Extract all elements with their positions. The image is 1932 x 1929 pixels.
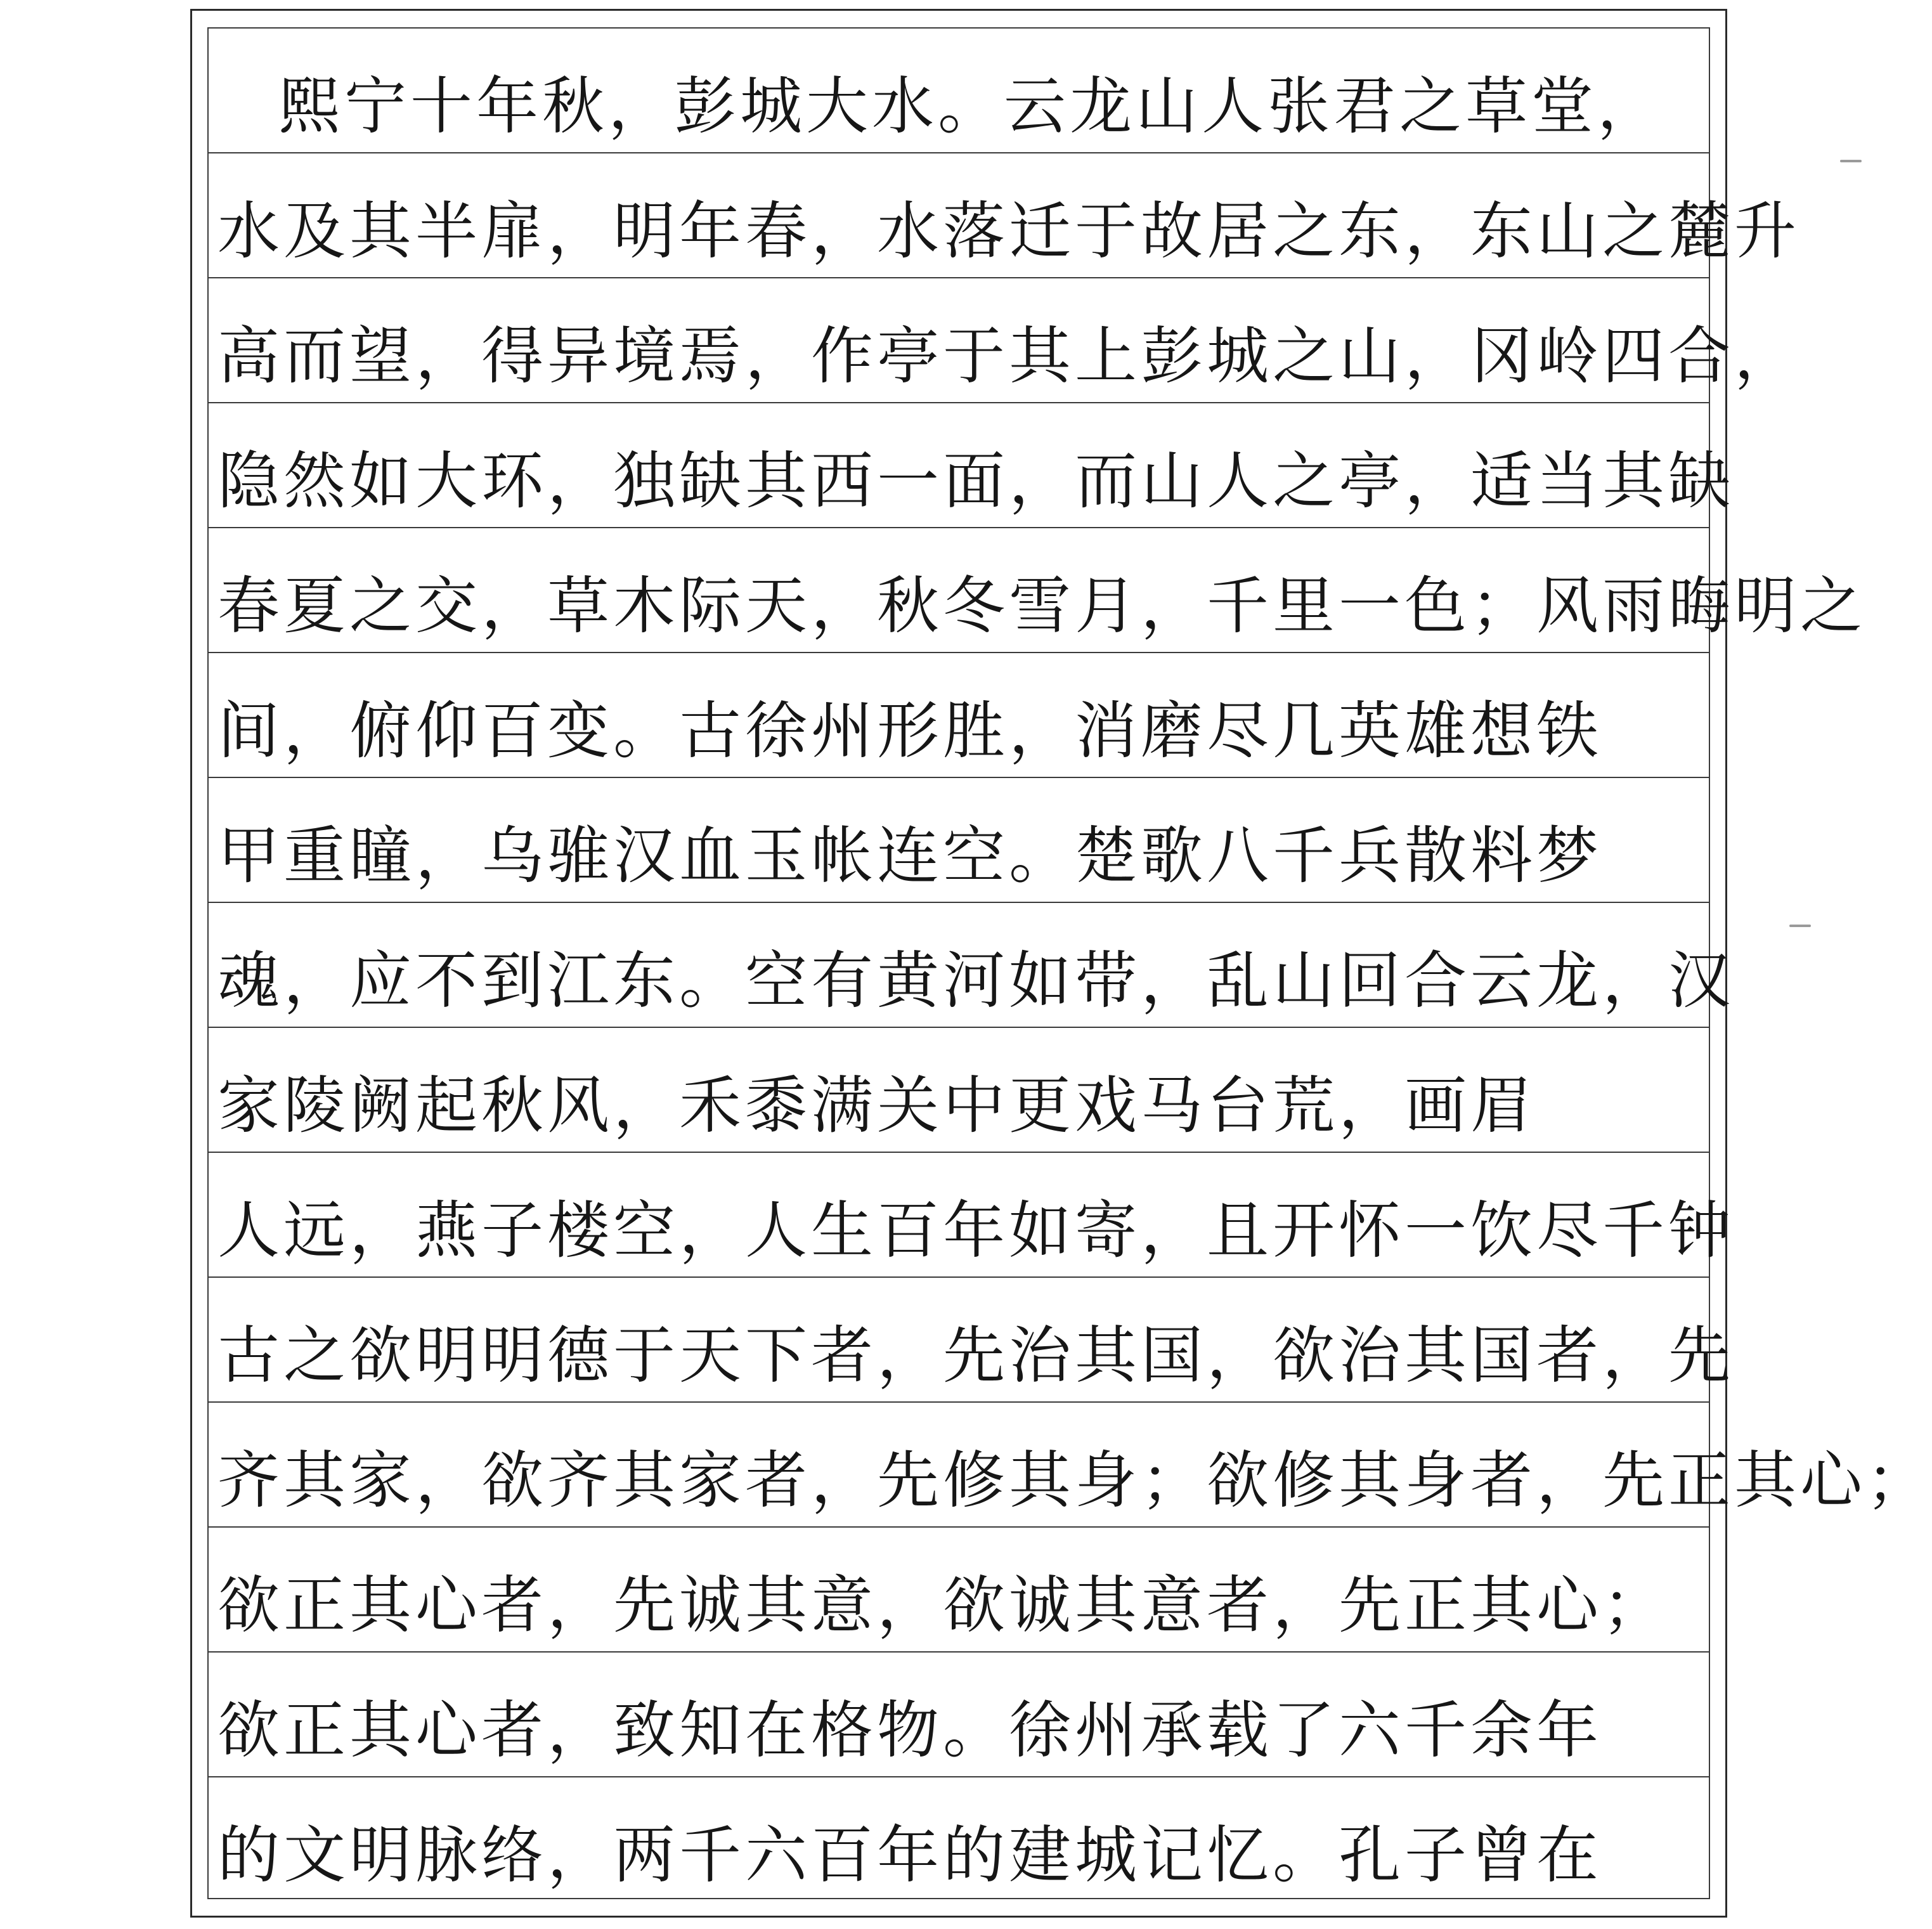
text-line-4: 隐然如大环，独缺其西一面，而山人之亭，适当其缺	[209, 403, 1709, 528]
text-line-14: 欲正其心者，致知在格物。徐州承载了六千余年	[209, 1653, 1709, 1777]
text-line-6: 间，俯仰百变。古徐州形胜，消磨尽几英雄想铁	[209, 653, 1709, 778]
scan-mark	[1789, 925, 1811, 927]
text-line-15: 的文明脉络，两千六百年的建城记忆。孔子曾在	[217, 1819, 1603, 1892]
text-line-8: 魂，应不到江东。空有黄河如带，乱山回合云龙，汉	[209, 903, 1709, 1028]
lined-writing-area	[207, 27, 1932, 1899]
paper-sheet	[190, 9, 1932, 1918]
text-line-9: 家陵阙起秋风，禾黍满关中更戏马台荒，画眉	[209, 1028, 1709, 1153]
text-line-7: 甲重瞳，乌骓汉血玉帐连空。楚歌八千兵散料梦	[209, 778, 1709, 903]
scan-mark	[1840, 160, 1862, 162]
text-line-5: 春夏之交，草木际天，秋冬雪月，千里一色；风雨晦明之	[209, 528, 1709, 653]
text-line-10: 人远，燕子楼空，人生百年如寄，且开怀一饮尽千钟	[209, 1153, 1709, 1278]
text-line-13: 欲正其心者，先诚其意，欲诚其意者，先正其心；	[209, 1528, 1709, 1653]
text-line-2: 水及其半扉，明年春，水落迁于故居之东，东山之麓升	[209, 153, 1709, 278]
text-line-1: 熙宁十年秋，彭城大水。云龙山人张君之草堂，	[209, 29, 1709, 153]
text-line-3: 高而望，得异境焉，作亭于其上彭城之山，冈岭四合，	[209, 278, 1709, 403]
text-line-11: 古之欲明明德于天下者，先治其国，欲治其国者，先	[209, 1278, 1709, 1403]
text-line-12: 齐其家，欲齐其家者，先修其身；欲修其身者，先正其心；	[209, 1403, 1709, 1528]
